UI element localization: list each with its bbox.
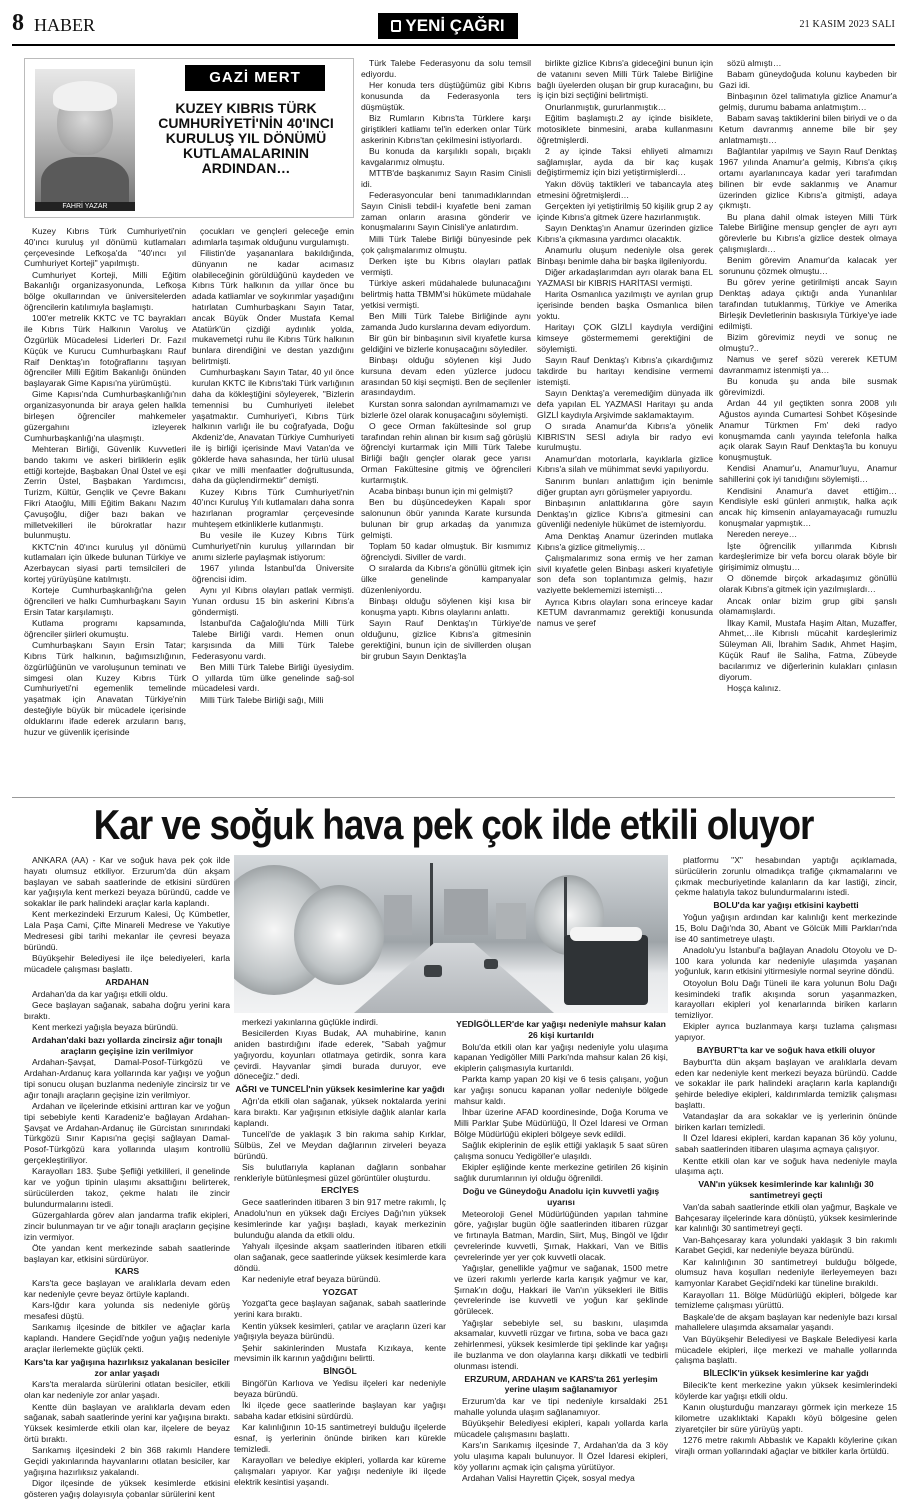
snow-photo <box>234 855 668 1013</box>
logo-icon <box>391 20 401 32</box>
paragraph: Kars'ta gece başlayan ve aralıklarla devam eden kar nedeniyle çevre beyaz örtüyle kaplandı. <box>24 1278 230 1300</box>
paragraph: Kutlama programı kapsamında, öğrenciler şiirleri okumuştu. <box>24 618 186 639</box>
paragraph: Cumhuriyet Korteji, Milli Eğitim Bakanlığı organizasyonunda, Lefkoşa bölge okullarından ve üniversitelerden öğrencilerin katılımıyla başlamıştı. <box>24 269 186 313</box>
paragraph: Sanırım bunları anlattığım için benimle diğer gruptan ayrı görüşmeler yapıyordu. <box>537 475 713 497</box>
subheading: YEDİGÖLLER'de kar yağışı nedeniyle mahsur kalan 26 kişi kurtarıldı <box>456 1019 666 1040</box>
paragraph: Bu görev yerine getirilmişti ancak Sayın Denktaş adaya çıktığı anda Yunanlılar tarafından tutuklanmış, Türkiye ve Amerika Birleşik Devletlerinin baskısıyla Türkiye'ye iade edilmişti. <box>719 277 897 331</box>
paragraph: Tunceli'de de yaklaşık 3 bin rakıma sahip Kırklar, Sülbüs, Zel ve Meydan dağlarının zirveleri beyaza büründü. <box>234 1128 446 1161</box>
paragraph: Ekipler eşliğinde kente merkezine getirilen 26 kişinin sağlık durumlarının iyi olduğu öğrenildi. <box>454 1162 668 1184</box>
paragraph: Sayın Denktaş'a veremediğim dünyada ilk defa yapılan EL YAZMASI Haritayı şu anda GİZLİ kaydıyla Arşivimde saklamaktayım. <box>537 387 713 420</box>
paragraph: Gerçekten iyi yetiştirilmiş 50 kişilik grup 2 ay içinde Kıbrıs'a gitmek üzere hazırlanmıştık. <box>537 200 713 222</box>
brand-logo <box>378 13 518 39</box>
paragraph: Büyükşehir Belediyesi ekipleri, kapalı yollarda karla mücadele çalışmasını başlattı. <box>454 1418 668 1439</box>
issue-date: 21 KASIM 2023 SALI <box>799 19 895 30</box>
paragraph: Haritayı ÇOK GİZLİ kaydıyla verdiğini kimseye göstermememi gerektiğini de söylemişti. <box>537 322 713 354</box>
paragraph: Şehir sakinlerinden Mustafa Kızıkaya, kente mevsimin ilk karının yağdığını belirtti. <box>234 1342 446 1364</box>
paragraph: Ekipler ayrıca buzlanmaya karşı tuzlama çalışması yapıyor. <box>675 1021 897 1043</box>
photo-caption: FAHRİ YAZAR <box>35 202 135 211</box>
paragraph: O sıralarda da Kıbrıs'a gönüllü gitmek için ülke genelinde kampanyalar düzenleniyordu. <box>361 563 531 595</box>
paragraph: Babam güneydoğuda kolunu kaybeden bir Gazi idi. <box>719 69 897 91</box>
paragraph: Bağlantılar yapılmış ve Sayın Rauf Denktaş 1967 yılında Anamur'a gelmiş, Kıbrıs'a çıkış ortamı ayarlanıncaya kadar yeri tarafımdan bilinen bir evde saklanmış ve Anamur üzerinden gizlice Kıbrıs'a gitmişti, adaya çıkmıştı. <box>719 146 897 211</box>
paragraph: İl Özel İdaresi ekipleri, kardan kapanan 36 köy yolunu, sabah saatlerinden itibaren ulaşıma açmaya çalışıyor. <box>675 1133 897 1155</box>
subheading: VAN'ın yüksek kesimlerinde kar kalınlığı 30 santimetreyi geçti <box>698 1179 874 1200</box>
section-label: HABER <box>34 15 96 35</box>
paragraph: KKTC'nin 40'ıncı kuruluş yıl dönümü kutlamaları için ülkede bulunan Türkiye ve Azerbaycan siyasi parti temsilcileri de kortej yürüyüşüne katılmıştı. <box>24 541 186 584</box>
paragraph: Ben bu düşüncedeyken Kapalı spor salonunun öbür yanında Karate kursunda bulunan bir grup arkadaş da yanımıza gelmişti. <box>361 497 531 540</box>
paragraph: Nereden nereye… <box>727 529 798 540</box>
paragraph: Büyükşehir Belediyesi ile ilçe belediyeleri, karla mücadele çalışması başlattı. <box>24 953 230 974</box>
paragraph: O gece Orman fakültesinde sol grup tarafından rehin alınan bir kısım sağ görüşlü öğrenciyi kurtarmak için Milli Türk Talebe Birliği bağlı gençler olarak gece yarısı Orman Fakültesine gitmiş ve öğrencileri kurtarmıştık. <box>361 420 531 485</box>
paragraph: Bayburt'ta dün akşam başlayan ve aralıklarla devam eden kar nedeniyle kent merkezi beyaza büründü. Cadde ve sokaklar ile park halindeki araçların karla kaplandığı şehirde belediye ekipleri, kaldırımlarda temizlik çalışması başlattı. <box>675 1056 897 1111</box>
paragraph: Van Büyükşehir Belediyesi ve Başkale Belediyesi karla mücadele ekipleri, ilçe merkezi ve mahalle yollarında çalışma başlattı. <box>675 1333 897 1366</box>
paragraph: Çalışmalarımız sona ermiş ve her zaman sivil kıyafetle gelen Binbaşı askeri kıyafetiyle son defa son toplantımıza gelmiş, hazır vaziyette beklememizi istemişti… <box>537 552 713 596</box>
masthead-rule <box>12 44 895 46</box>
paragraph: Türk Talebe Federasyonu da solu temsil ediyordu. <box>361 58 531 79</box>
subheading: Kars'ta kar yağışına hazırlıksız yakalanan besiciler zor anlar yaşadı <box>24 1356 230 1378</box>
news-text-2 <box>234 1017 446 1503</box>
paragraph: Her konuda ters düştüğümüz gibi Kıbrıs konusunda da Federasyonla ters düşmüştük. <box>361 80 531 112</box>
paragraph: Bolu'da etkili olan kar yağışı nedeniyle yolu ulaşıma kapanan Yedigöller Milli Parkı'nda mahsur kalan 26 kişi, ekiplerin çalışmasıyla kurtarıldı. <box>454 1041 668 1074</box>
paragraph: Kar kalınlığının 30 santimetreyi bulduğu bölgede, olumsuz hava koşulları nedeniyle ilerleyemeyen bazı kamyonlar Karabet Geçidi'ndeki kar tüneline bırakıldı. <box>675 1256 897 1289</box>
paragraph: Başkale'de de akşam başlayan kar nedeniyle bazı kırsal mahallelere ulaşımda aksamalar yaşandı. <box>675 1311 897 1333</box>
paragraph: Binbaşının anlattıklarına göre sayın Denktaş'ın gizlice Kıbrıs'a gitmesini can güvenliği nedeniyle hükümet de istemiyordu. <box>537 497 713 530</box>
column-text-5 <box>719 58 897 794</box>
paragraph: Gime Kapısı'nda Cumhurbaşkanlığı'nın organizasyonunda bir araya gelen halkla birleşen öğrenciler mahkemeler güzergahını izleyerek Cumhurbaşkanlığı'na ulaşmıştı. <box>24 389 186 443</box>
column-text-3 <box>361 58 531 794</box>
paragraph: Ardahan ve ilçelerinde etkisini arttıran kar ve yoğun tipi sebebiyle kenti Karadeniz'e bağlayan Ardahan-Şavşat ve Ardahan-Ardanuç ile Gürcistan sınırındaki Türkgözü Sınır Kapısı'na geçişi sağlayan Damal-Posof-Türkgözü kara yollarında ulaşım kontrollü gerçekleştiriliyor. <box>24 1101 230 1166</box>
paragraph: Bu plana dahil olmak isteyen Milli Türk Talebe Birliğine mensup gençler de ayrı ayrı görevlerle bu Kıbrıs'a gizlice destek olmaya çalışmışlardı… <box>719 211 897 255</box>
paragraph: Ardahan'da da kar yağışı etkili oldu. <box>32 988 168 999</box>
paragraph: Gece saatlerinden itibaren 3 bin 917 metre rakımlı, İç Anadolu'nun en yüksek dağı Erciyes Dağı'nın yüksek kesimlerinde kar yağışı başladı, kayak merkezinin bulunduğu alanda da etkili oldu. <box>234 1197 446 1240</box>
section-divider <box>12 797 895 798</box>
paragraph: 2 ay içinde Taksi ehliyeti almamızı sağlamışlar, ayda da bir kaç kuşak değiştirmemiz için bizi yetiştirmişlerdi… <box>537 145 713 178</box>
subheading: KARS <box>114 1266 140 1277</box>
paragraph: Ardahan-Şavşat, Damal-Posof-Türkgözü ve Ardahan-Ardanuç kara yollarında kar yağışı ve yoğun tipi sonucu oluşan buzlanma nedeniyle zincirsiz tır ve ağır tonajlı araçların geçişine izin verilmiyor. <box>24 1057 230 1100</box>
column-headline: KUZEY KIBRIS TÜRK CUMHURİYETİ'NİN 40'INCI KURULUŞ YIL DÖNÜMÜ KUTLAMALARININ ARDINDAN… <box>158 100 334 176</box>
subheading: BOLU'da kar yağışı etkisini kaybetti <box>713 900 859 911</box>
paragraph: Kar nedeniyle etraf beyaza büründü. <box>242 1273 381 1284</box>
paragraph: Binbaşı olduğu söylenen kişi Judo kursuna devam eden yüzlerce judocu arasından 50 kişi seçmişti. Ben de seçilenler arasındaydım. <box>361 355 531 398</box>
paragraph: Harita Osmanlıca yazılmıştı ve ayrılan grup içerisinde benden başka Osmanlıca bilen yoktu. <box>537 289 713 321</box>
paragraph: MTTB'de başkanımız Sayın Rasim Cinisli idi. <box>361 167 531 189</box>
paragraph: Cumhurbaşkanı Sayın Ersin Tatar; Kıbrıs Türk halkının, bağımsızlığının, özgürlüğünün ve varoluşunun teminatı ve simgesi olan Kuzey Kıbrıs Türk Cumhuriyeti'ni egemenlik temelinde yaşatmak için Anavatan Türkiye'nin desteğiyle büyük bir mücadele içerisinde olduklarını ifade ederek arzuların barış, huzur ve güvenlik içerisinde <box>24 640 186 737</box>
paragraph: İstanbul'da Cağaloğlu'nda Milli Türk Talebe Birliği vardı. Hemen onun karşısında da Milli Türk Talebe Federasyonu vardı. <box>192 618 354 661</box>
paragraph: birlikte gizlice Kıbrıs'a gideceğini bunun için de vatanını seven Milli Türk Talebe Birliğine bağlı üyelerden oluşan bir grup kuracağını, bu iş için bizi seçtiğini belirtmişti. <box>537 58 713 101</box>
subheading: ARDAHAN <box>105 976 149 987</box>
column-text-1 <box>24 226 186 794</box>
paragraph: Ancak onlar bizim grup gibi şanslı olamamışlardı. <box>719 595 897 617</box>
paragraph: Yağışlar sebebiyle sel, su baskını, ulaşımda aksamalar, kuvvetli rüzgar ve fırtına, soba ve baca gazı zehirlenmesi, yüksek kesimlerde tipi şeklinde kar yağışı ile buzlanma ve don olaylarına karşı dikkatli ve tedbirli olunması istendi. <box>454 1317 668 1371</box>
paragraph: Kanın oluşturduğu manzarayı görmek için merkeze 15 kilometre uzaklıktaki Kapaklı köyü bölgesine gelen ziyaretçiler bir süre yürüyüş yaptı. <box>675 1402 897 1434</box>
paragraph: Van'da sabah saatlerinde etkili olan yağmur, Başkale ve Bahçesaray ilçelerinde kara dönüştü, yüksek kesimlerinde kar kalınlığı 30 santimetreyi geçti. <box>675 1201 897 1234</box>
column-text-2 <box>192 226 354 794</box>
paragraph: Toplam 50 kadar olmuştuk. Bir kısmımız öğrenciydi. Siviller de vardı. <box>361 541 531 562</box>
paragraph: Kendisini Anamur'a davet ettiğim… Kendisiyle eski günleri anmıştık, halka açık ancak hiç kimsenin anlayamayacağı rumuzlu konuşmalar yapmıştık… <box>719 485 897 528</box>
paragraph: Kentin yüksek kesimleri, çatılar ve araçların üzeri kar yağışıyla beyaza büründü. <box>234 1320 446 1342</box>
paragraph: Babam savaş taktiklerini bilen biriydi ve o da Ketum davranmış anneme bile bir şey anlatmamıştı… <box>719 113 897 146</box>
page-number: 8 <box>12 10 24 36</box>
paragraph: Bizim görevimiz neydi ve sonuç ne olmuştu?.. <box>719 331 897 353</box>
subheading: BİNGÖL <box>323 1366 357 1377</box>
paragraph: Anamur'dan motorlarla, kayıklarla gizlice Kıbrıs'a silah ve mühimmat sevki yapılıyordu. <box>537 453 713 475</box>
paragraph: Van-Bahçesaray kara yolundaki yaklaşık 3 bin rakımlı Karabet Geçidi, kar nedeniyle beyaza büründü. <box>675 1234 897 1256</box>
paragraph: Kuzey Kıbrıs Türk Cumhuriyeti'nin 40'ıncı kuruluş yıl dönümü kutlamaları çerçevesinde Lefkoşa'da "40'ıncı yıl Cumhuriyet Korteji" yapılmıştı. <box>24 226 186 269</box>
subheading: Ardahan'daki bazı yollarda zincirsiz ağır tonajlı araçların geçişine izin verilmiyor <box>31 1034 223 1056</box>
paragraph: Karayolları 11. Bölge Müdürlüğü ekipleri, bölgede kar temizleme çalışması yürüttü. <box>675 1289 897 1311</box>
subheading: YOZGAT <box>322 1286 358 1297</box>
paragraph: Anadolu'yu İstanbul'a bağlayan Anadolu Otoyolu ve D-100 kara yolunda kar nedeniyle ulaşımda yaşanan yoğunluk, karın etkisini yitirmesiyle normal seyrine döndü. <box>675 944 897 977</box>
paragraph: Bilecik'te kent merkezine yakın yüksek kesimlerindeki köylerde kar yağışı etkili oldu. <box>675 1379 897 1401</box>
paragraph: Ben Milli Türk Talebe Birliğinde aynı zamanda Judo kurslarına devam ediyordum. <box>361 310 531 332</box>
paragraph: Karayolları ve belediye ekipleri, yollarda kar küreme çalışmaları yapıyor. Kar yağışı nedeniyle iki ilçede elektrik kesintisi yaşandı. <box>234 1455 446 1487</box>
paragraph: Erzurum'da kar ve tipi nedeniyle kırsaldaki 251 mahalle yolunda ulaşım sağlanamıyor. <box>454 1396 668 1417</box>
paragraph: Mehteran Birliği, Güvenlik Kuvvetleri bando takımı ve askeri birliklerin eşlik ettiği kortejde, Başbakan Ünal Üstel ve eşi Zerrin Üstel, Başbakan Yardımcısı, Turizm, Kültür, Gençlik ve Çevre Bakanı Fikri Ataoğlu, Milli Eğitim Bakanı Nazım Çavuşoğlu, diğer bazı bakan ve milletvekilleri ile bürokratlar hazır bulunmuştu. <box>24 443 186 541</box>
paragraph: O dönemde birçok arkadaşımız gönüllü olarak Kıbrıs'a gitmek için yazılmışlardı… <box>719 573 897 595</box>
paragraph: Federasyoncular beni tanımadıklarından Sayın Cinisli tebdil-i kıyafetle beni zaman zaman onların arasına gönderir ve konuşmalarını Sayın Cinisli'ye anlatırdım. <box>361 190 531 233</box>
paragraph: Sağlık ekiplerinin de eşlik ettiği yaklaşık 5 saat süren çalışma sonucu Yedigöller'e ulaşıldı. <box>454 1140 668 1162</box>
paragraph: Diğer arkadaşlarımdan ayrı olarak bana EL YAZMASI bir KIBRIS HARİTASI vermişti. <box>537 267 713 288</box>
paragraph: Bingöl'ün Karlıova ve Yedisu ilçeleri kar nedeniyle beyaza büründü. <box>234 1378 446 1399</box>
paragraph: Anamurlu oluşum nedeniyle olsa gerek Binbaşı benimle daha bir başka ilgileniyordu. <box>537 245 713 266</box>
paragraph: Kars'ın Sarıkamış ilçesinde 7, Ardahan'da da 3 köy yolu ulaşıma kapalı bulunuyor. İl Özel İdaresi ekipleri, köy yollarını açmak için çalışma yürütüyor. <box>454 1440 668 1472</box>
paragraph: Milli Türk Talebe Birliği bünyesinde pek çok çalışmalarımız olmuştu. <box>361 233 531 255</box>
paragraph: Ama Denktaş Anamur üzerinden mutlaka Kıbrıs'a gizlice gitmeliymiş… <box>537 530 713 552</box>
paragraph: Türkiye askeri müdahalede bulunacağını belirtmiş hatta TBMM'si hükümete müdahale yetkisi vermişti. <box>361 277 531 310</box>
paragraph: Aynı yıl Kıbrıs olayları patlak vermişti. Yunan ordusu 15 bin askerini Kıbrıs'a göndermişti. <box>192 585 354 617</box>
author-box <box>24 58 354 218</box>
paragraph: Kars'ta meralarda sürülerini otlatan besiciler, etkili olan kar nedeniyle zor anlar yaşadı. <box>24 1379 230 1401</box>
paragraph: Parkta kamp yapan 20 kişi ve 6 tesis çalışanı, yoğun kar yağışı sonucu kapanan yollar nedeniyle bölgede mahsur kaldı. <box>454 1074 668 1107</box>
paragraph: O sırada Anamur'da Kıbrıs'a yönelik KIBRIS'IN SESİ adıyla bir radyo evi kurulmuştu. <box>537 420 713 453</box>
masthead <box>12 10 895 44</box>
paragraph: 1276 metre rakımlı Abbaslık ve Kapaklı köylerine çıkan virajlı orman yollarındaki ağaçlar ve bitkiler karla örtüldü. <box>675 1434 897 1456</box>
paragraph: Ağrı'da etkili olan sağanak, yüksek noktalarda yerini kara bıraktı. Kar yağışının etkisiyle dağlık alanlar karla kaplandı. <box>234 1096 446 1128</box>
paragraph: Onurlanmıştık, gururlanmıştık… <box>545 101 667 112</box>
paragraph: Yahyalı ilçesinde akşam saatlerinden itibaren etkili olan sağanak, gece saatlerinde yüksek kesimlerde kara döndü. <box>234 1240 446 1273</box>
paragraph: Sayın Rauf Denktaş'ı Kıbrıs'a çıkardığımız takdirde bu haritayı kendisine vermemi istemişti. <box>537 355 713 387</box>
paragraph: Acaba binbaşı bunun için mi gelmişti? <box>369 486 513 497</box>
paragraph: Ben Milli Türk Talebe Birliği üyesiydim. O yıllarda tüm ülke genelinde sağ-sol mücadelesi vardı. <box>192 661 354 694</box>
paragraph: Sis bulutlarıyla kaplanan dağların sonbahar renkleriyle bütünleşmesi güzel görüntüler oluşturdu. <box>234 1161 446 1183</box>
column-text-4 <box>537 58 713 794</box>
paragraph: Hoşça kalınız. <box>727 682 781 693</box>
paragraph: Eğitim başlamıştı.2 ay içinde bisiklete, motosiklete binmesini, araba kullanmasını öğretmişlerdi. <box>537 112 713 145</box>
paragraph: 1967 yılında İstanbul'da Üniversite öğrencisi idim. <box>192 563 354 584</box>
paragraph: Kurstan sonra salondan ayrılmamamızı ve bizlerle özel olarak konuşacağını söylemişti. <box>361 398 531 420</box>
paragraph: merkezi yakınlarına güçlükle indirdi. <box>242 1017 379 1027</box>
subheading: Doğu ve Güneydoğu Anadolu için kuvvetli yağış uyarısı <box>462 1185 660 1207</box>
subheading: BAYBURT'ta kar ve soğuk hava etkili oluyor <box>696 1045 876 1056</box>
paragraph: Otoyolun Bolu Dağı Tüneli ile kara yolunun Bolu Dağı kesimindeki trafik akışında sorun yaşanmazken, karayolları ekipleri yol kenarlarında biriken karların temizliyor. <box>675 977 897 1021</box>
paragraph: Kentte etkili olan kar ve soğuk hava nedeniyle mayla ulaşıma açtı. <box>675 1155 897 1177</box>
subheading: AĞRI ve TUNCELİ'nin yüksek kesimlerine kar yağdı <box>235 1084 445 1095</box>
paragraph: Derken işte bu Kıbrıs olayları patlak vermişti. <box>361 255 531 277</box>
news-text-4 <box>675 855 897 1503</box>
paragraph: Yakın dövüş taktikleri ve tabancayla ateş etmesini öğretmişlerdi… <box>537 178 713 200</box>
paragraph: 100'er metrelik KKTC ve TC bayrakları ile Kıbrıs Türk Halkının Varoluş ve Özgürlük Mücadelesi Liderleri Dr. Fazıl Küçük ve Kurucu Cumhurbaşkanı Rauf Raif Denktaş'ın fotoğraflarını taşıyan öğrenciler Milli Eğitim Bakanlığı önünden başlayarak Gime Kapısı'na yürümüştü. <box>24 313 186 389</box>
paragraph: Bu konuda şu anda bile susmak görevimizdi. <box>719 376 897 397</box>
news-text-1 <box>24 855 230 1503</box>
paragraph: Sarıkamış ilçesindeki 2 bin 368 rakımlı Handere Geçidi yakınlarında hayvanlarını otlatan besiciler, kar yağışına hazırlıksız yakalandı. <box>24 1445 230 1477</box>
paragraph: Karayolları 183. Şube Şefliği yetkilileri, il genelinde kar ve yoğun tipinin ulaşımı aksattığını belirterek, sürücülerden takoz, çekme halatı ile zincir bulundurmalarını istedi. <box>24 1166 230 1209</box>
paragraph: Kent merkezi yağışla beyaza büründü. <box>32 1021 179 1032</box>
paragraph: Ardan 44 yıl geçtikten sonra 2008 yılı Ağustos ayında Cumartesi Sohbet Köşesinde Anamur Türkmen Fm' deki radyo konuşmamda canlı yayında telefonla halka açık olarak Sayın Rauf Denktaş'la bu konuyu konuşmuştuk. <box>719 398 897 463</box>
paragraph: Binbaşının özel talimatıyla gizlice Anamur'a gelmiş, durumu babama anlatmıştım… <box>719 91 897 113</box>
paragraph: İşte öğrencilik yıllarımda Kıbrıslı kardeşlerimize bir vefa borcu olarak böyle bir girişimimiz olmuştu… <box>719 540 897 573</box>
paragraph: Sayın Rauf Denktaş'ın Türkiye'de olduğunu, gizlice Kıbrıs'a gitmesinin gerektiğini, bunun için de sivillerden oluşan bir grubun Sayın Denktaş'la <box>361 618 531 661</box>
subheading: BİLECİK'in yüksek kesimlerine kar yağdı <box>703 1368 869 1379</box>
paragraph: Güzergahlarda görev alan jandarma trafik ekipleri, zincir bulunmayan tır ve ağır tonajlı araçların geçişine izin vermiyor. <box>24 1210 230 1242</box>
paragraph: ANKARA (AA) - Kar ve soğuk hava pek çok ilde hayatı olumsuz etkiliyor. Erzurum'da dün akşam başlayan ve sabah saatlerinde de etkisini sürdüren kar yağışıyla kent merkezi beyaza büründü, cadde ve sokaklar ile park halindeki araçlar karla kaplandı. <box>24 855 230 909</box>
paragraph: Filistin'de yaşananlara bakıldığında, dünyanın ne kadar acımasız olabileceğinin görüldüğünü kaydeden ve Kıbrıs Türk halkının da yıllar önce bu adada katliamlar ve soykırımlar yaşadığını hatırlatan Cumhurbaşkanı Sayın Tatar, ancak Büyük Önder Mustafa Kemal Atatürk'ün çizdiği aydınlık yolda, mukavemetçi ruhu ile Kıbrıs Türk halkının bunlara direndiğini ve destan yazdığını belirtmişti. <box>192 248 354 367</box>
paragraph: Sarıkamış ilçesinde de bitkiler ve ağaçlar karla kaplandı. Handere Geçidi'nde yoğun yağış nedeniyle araçlar ilerlemekte güçlük çekti. <box>24 1322 230 1355</box>
news-headline: Kar ve soğuk hava pek çok ilde etkili oluyor <box>93 801 814 848</box>
paragraph: Korteje Cumhurbaşkanlığı'na gelen öğrencileri ve halkı Cumhurbaşkanı Sayın Ersin Tatar karşılamıştı. <box>24 585 186 617</box>
paragraph: Yağışlar, genellikle yağmur ve sağanak, 1500 metre ve üzeri rakımlı yerlerde karla karışık yağmur ve kar, Şırnak'ın doğu, Hakkari ile Van'ın yüksekleri ile Bitlis çevrelerinde ise kuvvetli ve yoğun kar şeklinde görülecek. <box>454 1263 668 1317</box>
paragraph: Sayın Denktaş'ın Anamur üzerinden gizlice Kıbrıs'a çıkmasına yardımcı olacaktık. <box>537 222 713 244</box>
paragraph: çocukları ve gençleri geleceğe emin adımlarla taşımak olduğunu vurgulamıştı. <box>192 226 354 247</box>
paragraph: Benim görevim Anamur'da kalacak yer sorununu çözmek olmuştu… <box>719 255 897 277</box>
paragraph: Bir gün bir binbaşının sivil kıyafetle kursa geldiğini ve bizlerle konuşacağını söylediler. <box>361 332 531 354</box>
paragraph: Yoğun yağışın ardından kar kalınlığı kent merkezinde 15, Bolu Dağı'nda 30, Abant ve Gölcük Milli Parkları'nda ise 40 santimetreye ulaştı. <box>675 911 897 944</box>
brand-name: YENİ ÇAĞRI <box>405 16 505 35</box>
author-photo <box>35 69 135 211</box>
paragraph: Milli Türk Talebe Birliği sağı, Milli <box>200 694 324 705</box>
paragraph: Meteoroloji Genel Müdürlüğünden yapılan tahmine göre, yağışlar bugün öğle saatlerinden itibaren rüzgar ve fırtınayla Batman, Mardin, Siirt, Muş, Bingöl ve Iğdır çevrelerinde kuvvetli, Şırnak, Hakkari, Van ve Bitlis çevrelerinde yer yer çok kuvvetli olacak. <box>454 1208 668 1262</box>
paragraph: Digor ilçesinde de yüksek kesimlerde etkisini gösteren yağış dolayısıyla çobanlar sürülerini kent <box>24 1478 230 1499</box>
paragraph: Kent merkezindeki Erzurum Kalesi, Üç Kümbetler, Lala Paşa Cami, Çifte Minareli Medrese ve Yakutiye Medresesi gibi tarihi mekanlar ile çevresi beyaza büründü. <box>24 909 230 952</box>
author-name: GAZİ MERT <box>185 65 325 91</box>
paragraph: Bu konuda da karşılıklı sopalı, bıçaklı kavgalarımız olmuştu. <box>361 145 531 167</box>
paragraph: Biz Rumların Kıbrıs'ta Türklere karşı giriştikleri katliamı tel'in ederken onlar Türk askerinin Kıbrıs'tan çekilmesini istiyorlardı. <box>361 112 531 145</box>
subheading: ERCİYES <box>321 1185 359 1196</box>
subheading: ERZURUM, ARDAHAN ve KARS'ta 261 yerleşim yerine ulaşım sağlanamıyor <box>464 1373 658 1395</box>
paragraph: Bu vesile ile Kuzey Kıbrıs Türk Cumhuriyeti'nin kuruluş yıllarından bir anımı sizlerle paylaşmak istiyorum: <box>192 530 354 562</box>
paragraph: Kar kalınlığının 10-15 santimetreyi bulduğu ilçelerde esnaf, iş yerlerinin önünde biriken karı kürekle temizledi. <box>234 1422 446 1454</box>
paragraph: Namus ve şeref sözü vererek KETUM davranmamız istenmişti ya… <box>719 354 897 375</box>
paragraph: Yozgat'ta gece başlayan sağanak, sabah saatlerinde yerini kara bıraktı. <box>234 1298 446 1320</box>
news-text-3 <box>454 1017 668 1503</box>
paragraph: Vatandaşlar da ara sokaklar ve iş yerlerinin önünde biriken karları temizledi. <box>675 1111 897 1133</box>
paragraph: Gece başlayan sağanak, sabaha doğru yerini kara bıraktı. <box>24 999 230 1021</box>
paragraph: platformu "X" hesabından yaptığı açıklamada, sürücülerin zorunlu olmadıkça trafiğe çıkmamalarını ve çıkmak mecburiyetinde kalanların da kar lastiği, zincir, çekme halatıyla takoz bulundurmalarını istedi. <box>675 855 897 898</box>
paragraph: Kendisi Anamur'u, Anamur'luyu, Anamur sahillerini çok iyi tanıdığını söylemişti… <box>719 463 897 485</box>
paragraph: Öte yandan kent merkezinde sabah saatlerinde başlayan kar, etkisini sürdürüyor. <box>24 1242 230 1264</box>
paragraph: Ayrıca Kıbrıs olayları sona erinceye kadar KETUM davranmamız gerektiği konusunda namus ve şeref <box>537 596 713 629</box>
paragraph: Binbaşı olduğu söylenen kişi kısa bir konuşma yaptı. Kıbrıs olaylarını anlattı. <box>361 596 531 617</box>
paragraph: Kars-Iğdır kara yolunda sis nedeniyle görüş mesafesi düştü. <box>24 1300 230 1322</box>
paragraph: İhbar üzerine AFAD koordinesinde, Doğa Koruma ve Milli Parklar Şube Müdürlüğü, İl Özel İdaresi ve Orman Bölge Müdürlüğü ekipleri bölgeye sevk edildi. <box>454 1107 668 1139</box>
paragraph: İlkay Kamil, Mustafa Haşim Altan, Muzaffer, Ahmet,…ile Kıbrıslı mücahit kardeşlerimiz Süleyman Ali, İbrahim Sadık, Ahmet Haşim, Küçük Rauf ile Saliha, Fatma, Zübeyde bacılarımız ve diğerlerinin kulakları çınlasın diyorum. <box>719 617 897 682</box>
paragraph: Kuzey Kıbrıs Türk Cumhuriyeti'nin 40'ıncı Kuruluş Yılı kutlamaları daha sonra hazırlanan programlar çerçevesinde muhteşem etkinliklerle kutlanmıştı. <box>192 486 354 530</box>
paragraph: İki ilçede gece saatlerinde başlayan kar yağışı sabaha kadar etkisini sürdürdü. <box>234 1400 446 1421</box>
paragraph: Ardahan Valisi Hayrettin Çiçek, sosyal medya <box>462 1473 635 1484</box>
paragraph: sözü almıştı… <box>727 58 782 68</box>
paragraph: Cumhurbaşkanı Sayın Tatar, 40 yıl önce kurulan KKTC ile Kıbrıs'taki Türk varlığının daha da kökleştiğini söyleyerek, "Bizlerin temennisi bu Cumhuriyeti ilelebet yaşatmaktır. Cumhuriyet'i, Kıbrıs Türk halkının varlığı ile bu coğrafyada, Doğu Akdeniz'de, Anavatan Türkiye Cumhuriyeti ile iş birliği içerisinde Mavi Vatan'da ve göklerde hava sahasında, her türlü ulusal çıkar ve milli menfaatler doğrultusunda, daha da güçlendirmektir" demişti. <box>192 367 354 486</box>
paragraph: Besicilerden Kıyas Budak, AA muhabirine, kanın aniden bastırdığını ifade ederek, "Sabah yağmur yağıyordu, koyunları otlatmaya getirdik, sonra kara çevirdi. Hayvanlar şimdi burada duruyor, eve döneceğiz." dedi. <box>234 1028 446 1082</box>
paragraph: Kentte dün başlayan ve aralıklarla devam eden sağanak, sabah saatlerinde yerini kar yağışına bıraktı. Yüksek kesimlerde etkili olan kar, ilçelere de beyaz örtü bıraktı. <box>24 1401 230 1444</box>
